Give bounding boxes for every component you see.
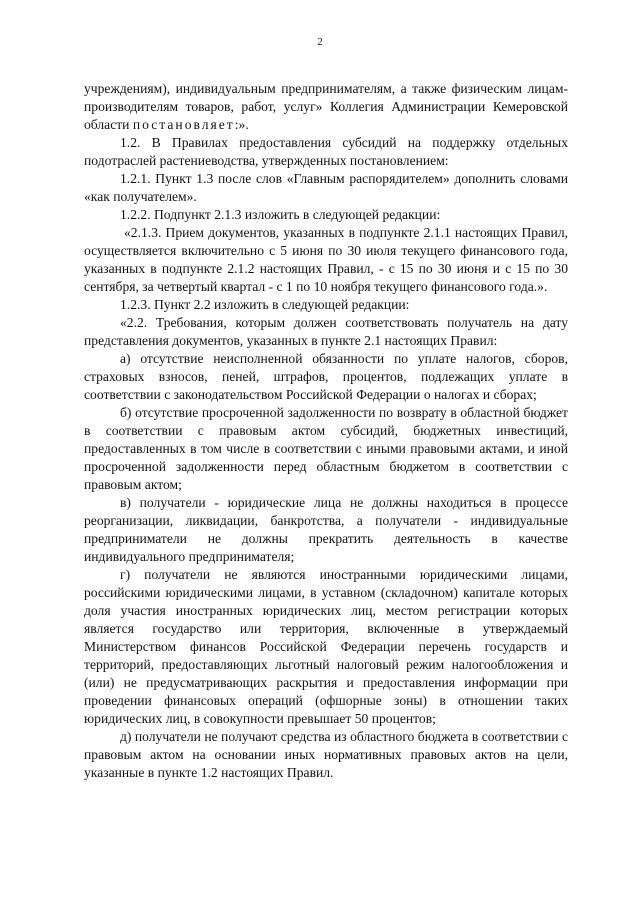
list-item-v: в) получатели - юридические лица не должны находиться в процессе реорганизации, ликвидации, банкротства, а получатели - индивидуальные предприниматели не должны прекратить деятельность в качестве индивидуального предпринимателя;	[84, 495, 568, 564]
list-item-b: б) отсутствие просроченной задолженности по возврату в областной бюджет в соответствии с правовым актом субсидий, бюджетных инвестиций, предоставленных в том числе в соответствии с иными правовыми актами, и иной просроченной задолженности перед областным бюджетом в соответствии с правовым актом;	[84, 405, 568, 492]
paragraph-1-2-2: 1.2.2. Подпункт 2.1.3 изложить в следующей редакции:	[120, 207, 441, 222]
paragraph-1-2-3: 1.2.3. Пункт 2.2 изложить в следующей редакции:	[120, 297, 410, 312]
paragraph-2-2-quote: «2.2. Требования, которым должен соответствовать получатель на дату представления документов, указанных в пункте 2.1 настоящих Правил:	[84, 315, 568, 348]
paragraph-text: учреждениям), индивидуальным предпринимателям, а также физическим лицам-производителям товаров, работ, услуг» Коллегия Администрации Кемеровской области	[84, 81, 568, 132]
paragraph-2-1-3-quote: «2.1.3. Прием документов, указанных в подпункте 2.1.1 настоящих Правил, осуществляется включительно с 5 июня по 30 июля текущего финансового года, указанных в подпункте 2.1.2 настоящих Правил, - с 15 по 30 июня и с 15 по 30 сентября, за четвертый квартал - с 1 по 10 ноября текущего финансового года.».	[84, 225, 568, 294]
document-body	[84, 80, 568, 782]
paragraph-continuation	[84, 80, 568, 134]
paragraph-tail: :».	[234, 117, 249, 132]
paragraph-1-2-1: 1.2.1. Пункт 1.3 после слов «Главным распорядителем» дополнить словами «как получателем».	[84, 171, 568, 204]
list-item-g: г) получатели не являются иностранными юридическими лицами, российскими юридическими лицами, в уставном (складочном) капитале которых доля участия иностранных юридических лиц, местом регистрации которых является государство или территория, включенные в утверждаемый Министерством финансов Российской Федерации перечень государств и территорий, предоставляющих льготный налоговый режим налогообложения и (или) не предусматривающих раскрытия и предоставления информации при проведении финансовых операций (офшорные зоны) в отношении таких юридических лиц, в совокупности превышает 50 процентов;	[84, 567, 568, 726]
list-item-d: д) получатели не получают средства из областного бюджета в соответствии с правовым актом на основании иных нормативных правовых актов на цели, указанные в пункте 1.2 настоящих Правил.	[84, 729, 568, 780]
list-item-a: а) отсутствие неисполненной обязанности по уплате налогов, сборов, страховых взносов, пеней, штрафов, процентов, подлежащих уплате в соответствии с законодательством Российской Федерации о налогах и сборах;	[84, 351, 568, 402]
page-number: 2	[317, 36, 323, 48]
paragraph-1-2: 1.2. В Правилах предоставления субсидий на поддержку отдельных подотраслей растениеводства, утвержденных постановлением:	[84, 135, 568, 168]
emphasized-word: постановляет	[132, 117, 235, 132]
